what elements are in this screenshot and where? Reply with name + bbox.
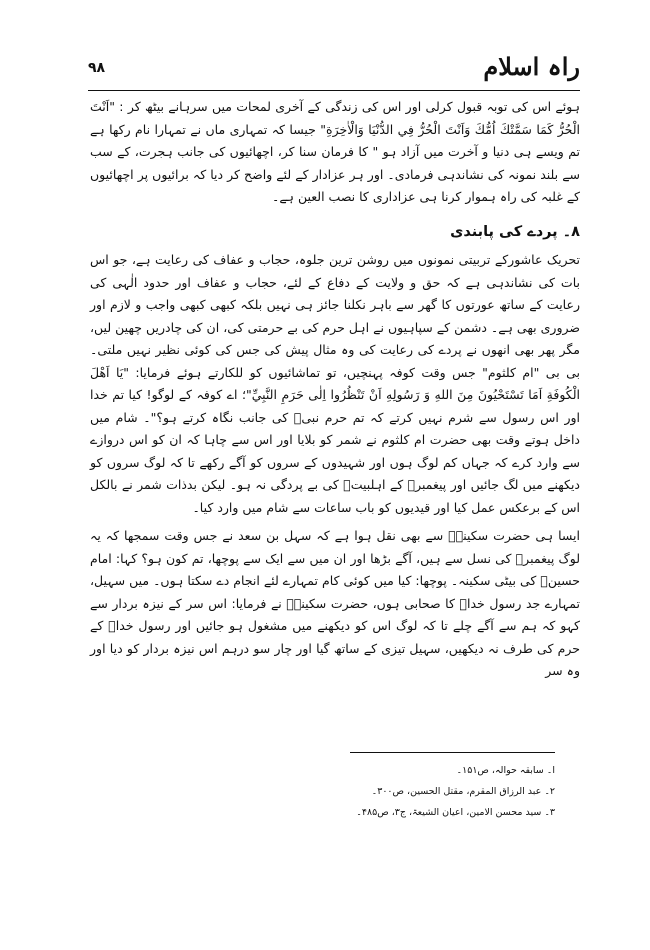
page-number: ۹۸ [88,60,106,76]
footnote-rule [350,752,555,753]
paragraph: تحریک عاشورکے تربیتی نمونوں میں روشن ترین جلوہ، حجاب و عفاف کی رعایت ہے، جو اس بات کی نشاندہی ہے کہ حق و ولایت کے دفاع کے لئے، حجاب و عفاف اور حدود الٰہی کی رعایت کے ساتھ عورتوں کا گھر سے باہر نکلنا جائز ہی نہیں بلکہ کبھی کبھی واجب و لازم اور ضروری بھی ہے۔ دشمن کے سپاہیوں نے اہل حرم کی بے حرمتی کی، ان کی چادریں چھین لیں، مگر پھر بھی انھوں نے پردے کی رعایت کی وہ مثال پیش کی جس کی کوئی نظیر نہیں ملتی۔ بی بی "ام کلثوم" جس وقت کوفہ پہنچیں، تو تماشائیوں کو للکارتے ہوئے فرمایا: "يَا اَهْلَ الْكُوفَةِ اَمَا تَسْتَحْيُونَ مِنَ اللهِ وَ رَسُولِهِ اَنْ تَنْظُرُوا اِلٰى حَرَمِ النَّبِيِّ"؛ اے کوفہ کے لوگو! کیا تم خدا اور اس رسول سے شرم نہیں کرتے کہ تم حرم نبیؐ کی جانب نگاہ کرتے ہو؟"۔ شام میں داخل ہوتے وقت بھی حضرت ام کلثوم نے شمر کو بلایا اور اس سے چاہا کہ ان کو اس دروازے سے وارد کرے کہ جہاں کم لوگ ہوں اور شہیدوں کے سروں کو آگے رکھے تا کہ لوگ سروں کو دیکھنے میں لگ جائیں اور پیغمبرؐ کے اہلبیتؑ کی بے پردگی نہ ہو۔ لیکن بدذات شمر نے بالکل اس کے برعکس عمل کیا اور قیدیوں کو باب ساعات سے شام میں وارد کیا۔ [90,252,580,515]
paragraph: ہوئے اس کی توبہ قبول کرلی اور اس کی زندگی کے آخری لمحات میں سرہانے بیٹھ کر : "اَنْتَ الْحُرُّ كَمَا سَمَّتْكَ اُمُّكَ وَاَنْتَ الْحُرُّ فِي الدُّنْيَا وَالْاٰخِرَةِ" جیسا کہ تمہاری ماں نے تمہارا نام رکھا ہے تم ویسے ہی دنیا و آخرت میں آزاد ہو " کا فرمان سنا کر، اچھائیوں کی جانب ہجرت، کے سب سے بلند نمونہ کی نشاندہی فرمادی۔ اور ہر عزادار کے لئے واضح کر دیا کہ برائیوں پر اچھائیوں کے غلبہ کی راہ ہموار کرنا ہی عزاداری کا نصب العین ہے۔ [90,99,580,204]
section-heading: ۸۔ پردے کی پابندی [450,223,580,240]
header-rule [88,90,580,91]
page-header [88,52,580,88]
footnote: ۳۔ سید محسن الامین، اعیان الشیعۃ، ج۳، ص۴۸۵۔ [356,807,555,818]
footnote: ۲۔ عبد الرزاق المقرم، مقتل الحسین، ص۳۰۰۔ [371,786,555,797]
footnotes [300,760,555,823]
paragraph: ایسا ہی حضرت سکینہؑ سے بھی نقل ہوا ہے کہ سہل بن سعد نے جس وقت سمجھا کہ یہ لوگ پیغمبرؐ کی نسل سے ہیں، آگے بڑھا اور ان میں سے ایک سے پوچھا، تم کون ہو؟ کہا: امام حسینؑ کی بیٹی سکینہ۔ پوچھا: کیا میں کوئی کام تمہارے لئے انجام دے سکتا ہوں۔ میں سہیل، تمہارے جد رسول خداؐ کا صحابی ہوں، حضرت سکینہؑ نے فرمایا: اس سر کے نیزہ بردار سے کہو کہ ہم سے آگے چلے تا کہ لوگ اس کو دیکھنے میں مشغول ہو جائیں اور رسول خداؐ کے حرم کی طرف نہ دیکھیں، سہیل تیزی کے ساتھ گیا اور چار سو درہم اس نیزہ بردار کو دیا اور وہ سر [90,528,580,678]
running-title: راہ اسلام [483,52,580,81]
main-text [90,96,580,689]
footnote: ا۔ سابقہ حوالہ، ص۱۵۱۔ [456,765,555,776]
